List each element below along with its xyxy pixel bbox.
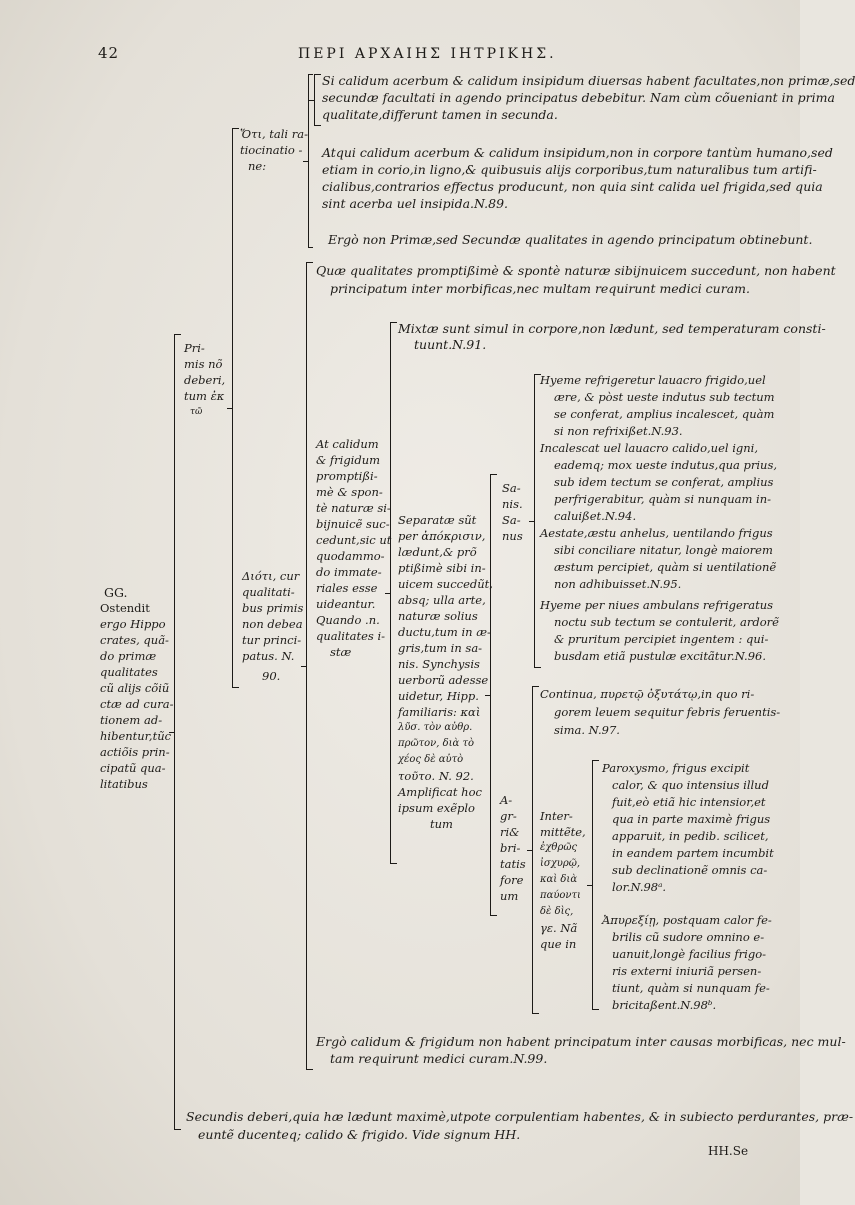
dioti-line-6: patus. N. [242,649,295,663]
separatae-line-19: ipsum exẽplo [398,801,475,815]
aegris-line-6: fore [500,873,524,887]
continua-line-1: Continua, πυρετῷ ὀξυτάτῳ,in quo ri- [540,687,755,701]
intermittente-line-4: ἰσχυρῷ, [540,858,581,869]
apyrexia-line-5: tiunt, quàm si nunquam fe- [612,981,770,995]
hyeme1-line-2: ære, & pòst ueste indutus sub tectum [554,390,775,404]
oti-line-1: Ὅτι, tali ra- [240,127,308,141]
hyeme2-line-3: & pruritum percipiet ingentem : qui- [554,632,769,646]
dioti-line-7: 90. [262,669,281,683]
separatae-line-16: χέος δὲ αὐτὸ [398,754,464,765]
left-line-7: ctæ ad cura- [100,697,174,711]
continua-line-3: sima. N.97. [554,723,620,737]
catchword: HH.Se [708,1144,749,1158]
block-si-line-2: secundæ facultati in agendo principatus debebitur. Nam cùm cõueniant in prima [322,90,835,105]
incalescat-line-1: Incalescat uel lauacro calido,uel igni, [540,441,758,455]
bracket-reasons [232,128,239,688]
at-calidum-line-11: uideantur. [316,597,376,611]
sanis-line-4: nus [502,529,523,543]
sanis-line-2: nis. [502,497,523,511]
separatae-line-17: τοῦτο. N. 92. [398,769,474,783]
at-calidum-line-4: mè & spon- [316,485,383,499]
mixtae-line-2: tuunt.N.91. [414,337,487,352]
intermittente-line-6: παύοντι [540,890,581,901]
left-line-12: litatibus [100,777,148,791]
separatae-line-13: familiaris: καὶ [398,705,481,719]
left-line-5: qualitates [100,665,158,679]
primis-line-1: Pri- [184,341,205,355]
hyeme2-line-2: noctu sub tectum se contulerit, ardorẽ [554,615,779,629]
separatae-line-20: tum [430,817,453,831]
separatae-line-15: πρῶτον, διὰ τὸ [398,738,475,749]
paroxysmo-line-5: apparuit, in pedib. scilicet, [612,829,769,843]
bracket-si [314,74,321,126]
incalescat-line-4: perfrigerabitur, quàm si nunquam in- [554,492,772,506]
intermittente-line-9: que in [540,937,577,951]
aegris-line-3: ri& [500,825,520,839]
separatae-line-1: Separatæ sũt [398,513,477,527]
apyrexia-line-6: bricitaßent.N.98ᵇ. [612,998,717,1012]
block-atqui-line-1: Atqui calidum acerbum & calidum insipidum,non in corpore tantùm humano,sed [322,145,833,160]
separatae-line-4: ptißimè sibi in- [398,561,486,575]
separatae-line-14: λῦσ. τὸν αὐθρ. [398,722,473,733]
secundis-line-1: Secundis deberi,quia hæ lædunt maximè,utpote corpulentiam habentes, & in subiecto perdurantes, præ- [186,1109,854,1124]
intermittente-line-7: δὲ δὶς, [540,906,574,917]
aestate-line-3: æstum percipiet, quàm si uentilationẽ [554,560,777,574]
dioti-line-1: Διότι, cur [242,569,300,583]
paroxysmo-line-6: in eandem partem incumbit [612,846,774,860]
left-line-10: actiõis prin- [100,745,170,759]
aegris-line-7: um [500,889,519,903]
primis-line-2: mis nõ [184,357,223,371]
block-atqui-line-3: cialibus,contrarios effectus producunt, non quia sint calida uel frigida,sed quia [322,179,823,194]
oti-line-3: ne: [248,159,267,173]
paroxysmo-line-1: Paroxysmo, frigus excipit [602,761,750,775]
bracket-intermittente [592,760,599,1010]
aestate-line-4: non adhibuisset.N.95. [554,577,682,591]
separatae-line-8: ductu,tum in æ- [398,625,491,639]
block-si-line-1: Si calidum acerbum & calidum insipidum diuersas habent facultates,non primæ,sed [322,73,855,88]
separatae-line-18: Amplificat hoc [398,785,482,799]
separatae-line-7: naturæ solius [398,609,478,623]
sanis-line-3: Sa- [502,513,521,527]
separatae-line-5: uicem succedũt, [398,577,493,591]
block-si-line-3: qualitate,differunt tamen in secunda. [322,107,558,122]
separatae-line-6: absq; ulla arte, [398,593,486,607]
apyrexia-line-1: Ἀπυρεξίῃ, postquam calor fe- [602,913,772,927]
running-title: ΠΕΡΙ ΑΡΧΑΙΗΣ ΙΗΤΡΙΚΗΣ. [298,46,557,62]
paroxysmo-line-2: calor, & quo intensius illud [612,778,769,792]
left-line-2: ergo Hippo [100,617,166,631]
primis-line-3: deberi, [184,373,226,387]
separatae-line-11: uerborũ adesse [398,673,489,687]
paroxysmo-line-7: sub declinationẽ omnis ca- [612,863,768,877]
separatae-line-12: uidetur, Hipp. [398,689,479,703]
separatae-line-9: gris,tum in sa- [398,641,483,655]
incalescat-line-5: caluißet.N.94. [554,509,637,523]
apyrexia-line-2: brilis cũ sudore omnino e- [612,930,765,944]
gg-label: GG. [104,585,128,600]
block-atqui-line-4: sint acerba uel insipida.N.89. [322,196,509,211]
primis-line-4: tum ἐκ [184,389,225,403]
block-atqui-line-2: etiam in corio,in ligno,& quibusuis alijs corporibus,tum naturalibus tum artifi- [322,162,817,177]
at-calidum-line-10: riales esse [316,581,378,595]
aestate-line-2: sibi conciliare nitatur, longè maiorem [554,543,773,557]
page-number: 42 [98,44,120,62]
aegris-line-1: A- [500,793,513,807]
at-calidum-line-7: cedunt,sic ut [316,533,392,547]
left-line-6: cũ alijs cõiũ [100,681,170,695]
separatae-line-10: nis. Synchysis [398,657,480,671]
paroxysmo-line-8: lor.N.98ᵃ. [612,880,667,894]
left-line-9: hibentur,tũc [100,729,172,743]
bracket-quae-group [306,262,313,1070]
dioti-line-4: non debea [242,617,303,631]
bracket-aegris-examples [532,686,539,1014]
intermittente-line-3: ἐχθρῶς [540,842,578,853]
left-line-8: tionem ad- [100,713,163,727]
intermittente-line-5: καὶ διὰ [540,874,578,885]
at-calidum-line-9: do immate- [316,565,382,579]
at-calidum-line-12: Quando .n. [316,613,380,627]
apyrexia-line-3: uanuit,longè facilius frigo- [612,947,767,961]
continua-line-2: gorem leuem sequitur febris feruentis- [554,705,781,719]
separatae-line-2: per ἀπόκρισιν, [398,529,486,543]
at-calidum-line-3: promptißi- [316,469,378,483]
at-calidum-line-1: At calidum [316,437,379,451]
block-ergo1: Ergò non Primæ,sed Secundæ qualitates in agendo principatum obtinebunt. [328,232,813,247]
block-ergo2-line-2: tam requirunt medici curam.N.99. [330,1051,548,1066]
intermittente-line-8: γε. Nã [540,921,578,935]
incalescat-line-2: eademq; mox ueste indutus,qua prius, [554,458,778,472]
aegris-line-4: bri- [500,841,521,855]
primis-line-5: τῶ [190,407,203,417]
aegris-line-5: tatis [500,857,526,871]
bracket-sanis-examples [534,374,541,668]
mixtae-line-1: Mixtæ sunt simul in corpore,non lædunt, sed temperaturam consti- [398,321,826,336]
bracket-oti-group [308,74,313,248]
block-quae-line-2: principatum inter morbificas,nec multam requirunt medici curam. [330,281,750,296]
hyeme2-line-1: Hyeme per niues ambulans refrigeratus [540,598,774,612]
paroxysmo-line-3: fuit,eò etiã hic intensior,et [612,795,766,809]
at-calidum-line-2: & frigidum [316,453,381,467]
aegris-line-2: gr- [500,809,517,823]
paroxysmo-line-4: qua in parte maximè frigus [612,812,771,826]
left-line-4: do primæ [100,649,157,663]
left-line-11: cipatũ qua- [100,761,166,775]
hyeme2-line-4: busdam etiã pustulæ excitãtur.N.96. [554,649,766,663]
at-calidum-line-6: bijnuicẽ suc- [316,517,390,531]
at-calidum-line-8: quodammo- [316,549,385,563]
hyeme1-line-1: Hyeme refrigeretur lauacro frigido,uel [540,373,766,387]
bracket-main [174,334,181,1130]
intermittente-line-1: Inter- [540,809,573,823]
block-quae-line-1: Quæ qualitates promptißimè & spontè naturæ sibijnuicem succedunt, non habent [316,263,836,278]
intermittente-line-2: mittẽte, [540,825,586,839]
aestate-line-1: Aestate,æstu anhelus, uentilando frigus [540,526,773,540]
bracket-separatae-split [490,474,497,916]
separatae-line-3: lædunt,& prõ [398,545,477,559]
hyeme1-line-4: si non refrixißet.N.93. [554,424,683,438]
incalescat-line-3: sub idem tectum se conferat, amplius [554,475,774,489]
dioti-line-3: bus primis [242,601,304,615]
bracket-mixtae [390,322,397,864]
at-calidum-line-13: qualitates i- [316,629,386,643]
at-calidum-line-5: tè naturæ si- [316,501,391,515]
left-line-3: crates, quã- [100,633,169,647]
left-line-1: Ostendit [100,601,150,615]
at-calidum-line-14: stæ [330,645,352,659]
sanis-line-1: Sa- [502,481,521,495]
dioti-line-5: tur princi- [242,633,302,647]
hyeme1-line-3: se conferat, amplius incalescet, quàm [554,407,775,421]
oti-line-2: tiocinatio - [240,143,303,157]
dioti-line-2: qualitati- [242,585,295,599]
apyrexia-line-4: ris externi iniuriã persen- [612,964,762,978]
block-ergo2-line-1: Ergò calidum & frigidum non habent principatum inter causas morbificas, nec mul- [316,1034,846,1049]
secundis-line-2: euntẽ ducenteq; calido & frigido. Vide signum HH. [198,1127,521,1142]
